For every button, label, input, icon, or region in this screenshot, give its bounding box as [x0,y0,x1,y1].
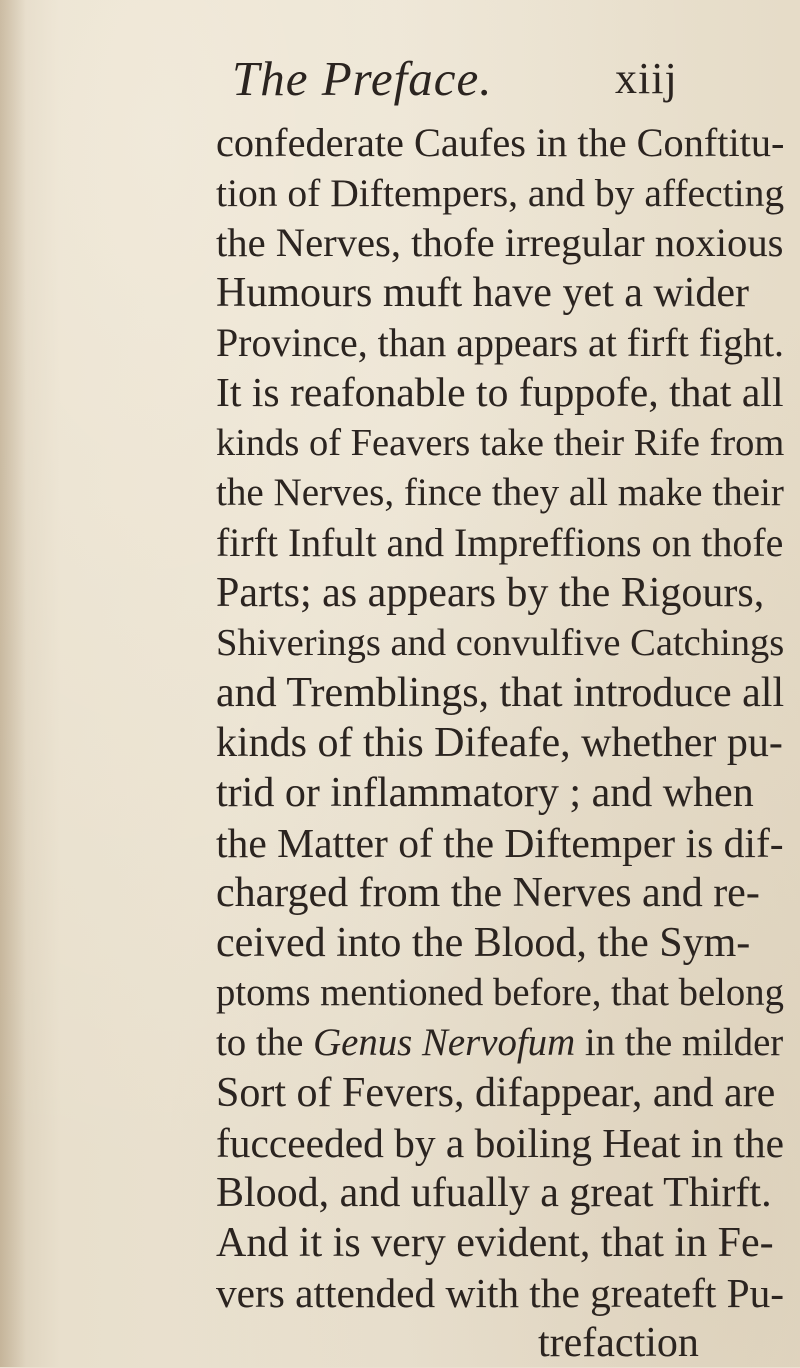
text-line: ptoms mentioned before, that belong [216,972,784,1014]
text-run: in the milder [575,1021,784,1064]
text-line: It is reafonable to fuppofe, that all [216,370,784,416]
text-line: Shiverings and convulfive Catchings [216,622,785,664]
text-line: vers attended with the greateft Pu- [216,1270,785,1316]
text-line: kinds of this Difeafe, whether pu- [216,720,783,766]
text-line: Humours muft have yet a wider [216,270,750,316]
text-line: firft Infult and Impreffions on thofe [216,520,784,565]
text-line: and Tremblings, that introduce all [216,670,785,716]
page-header [0,48,800,110]
text-line: ceived into the Blood, the Sym- [216,920,751,966]
text-line: the Nerves, thofe irregular noxious [216,220,784,265]
text-line: trid or inflammatory ; and when [216,770,754,816]
text-line: confederate Caufes in the Conftitu- [216,120,785,165]
text-line: fucceeded by a boiling Heat in the [216,1120,784,1166]
text-line: tion of Diftempers, and by affecting [216,171,785,215]
text-run: to the [216,1021,314,1064]
text-line: Province, than appears at firft fight. [216,320,785,365]
text-line: Blood, and ufually a great Thirft. [216,1170,772,1216]
text-line: And it is very evident, that in Fe- [216,1220,774,1266]
text-line [216,1018,783,1068]
text-line: charged from the Nerves and re- [216,870,760,916]
italic-term: Genus Nervofum [313,1021,576,1064]
text-line: Parts; as appears by the Rigours, [216,570,765,616]
catchword: trefaction [538,1320,699,1366]
text-line: Sort of Fevers, difappear, and are [216,1070,776,1116]
running-title: The Preface. [232,51,493,106]
text-line: the Matter of the Diftemper is dif- [216,820,784,866]
page-gutter-shadow [0,0,26,1367]
text-line: the Nerves, fince they all make their [216,471,784,514]
text-line: kinds of Feavers take their Rife from [216,422,785,464]
page-number: xiij [615,54,678,103]
